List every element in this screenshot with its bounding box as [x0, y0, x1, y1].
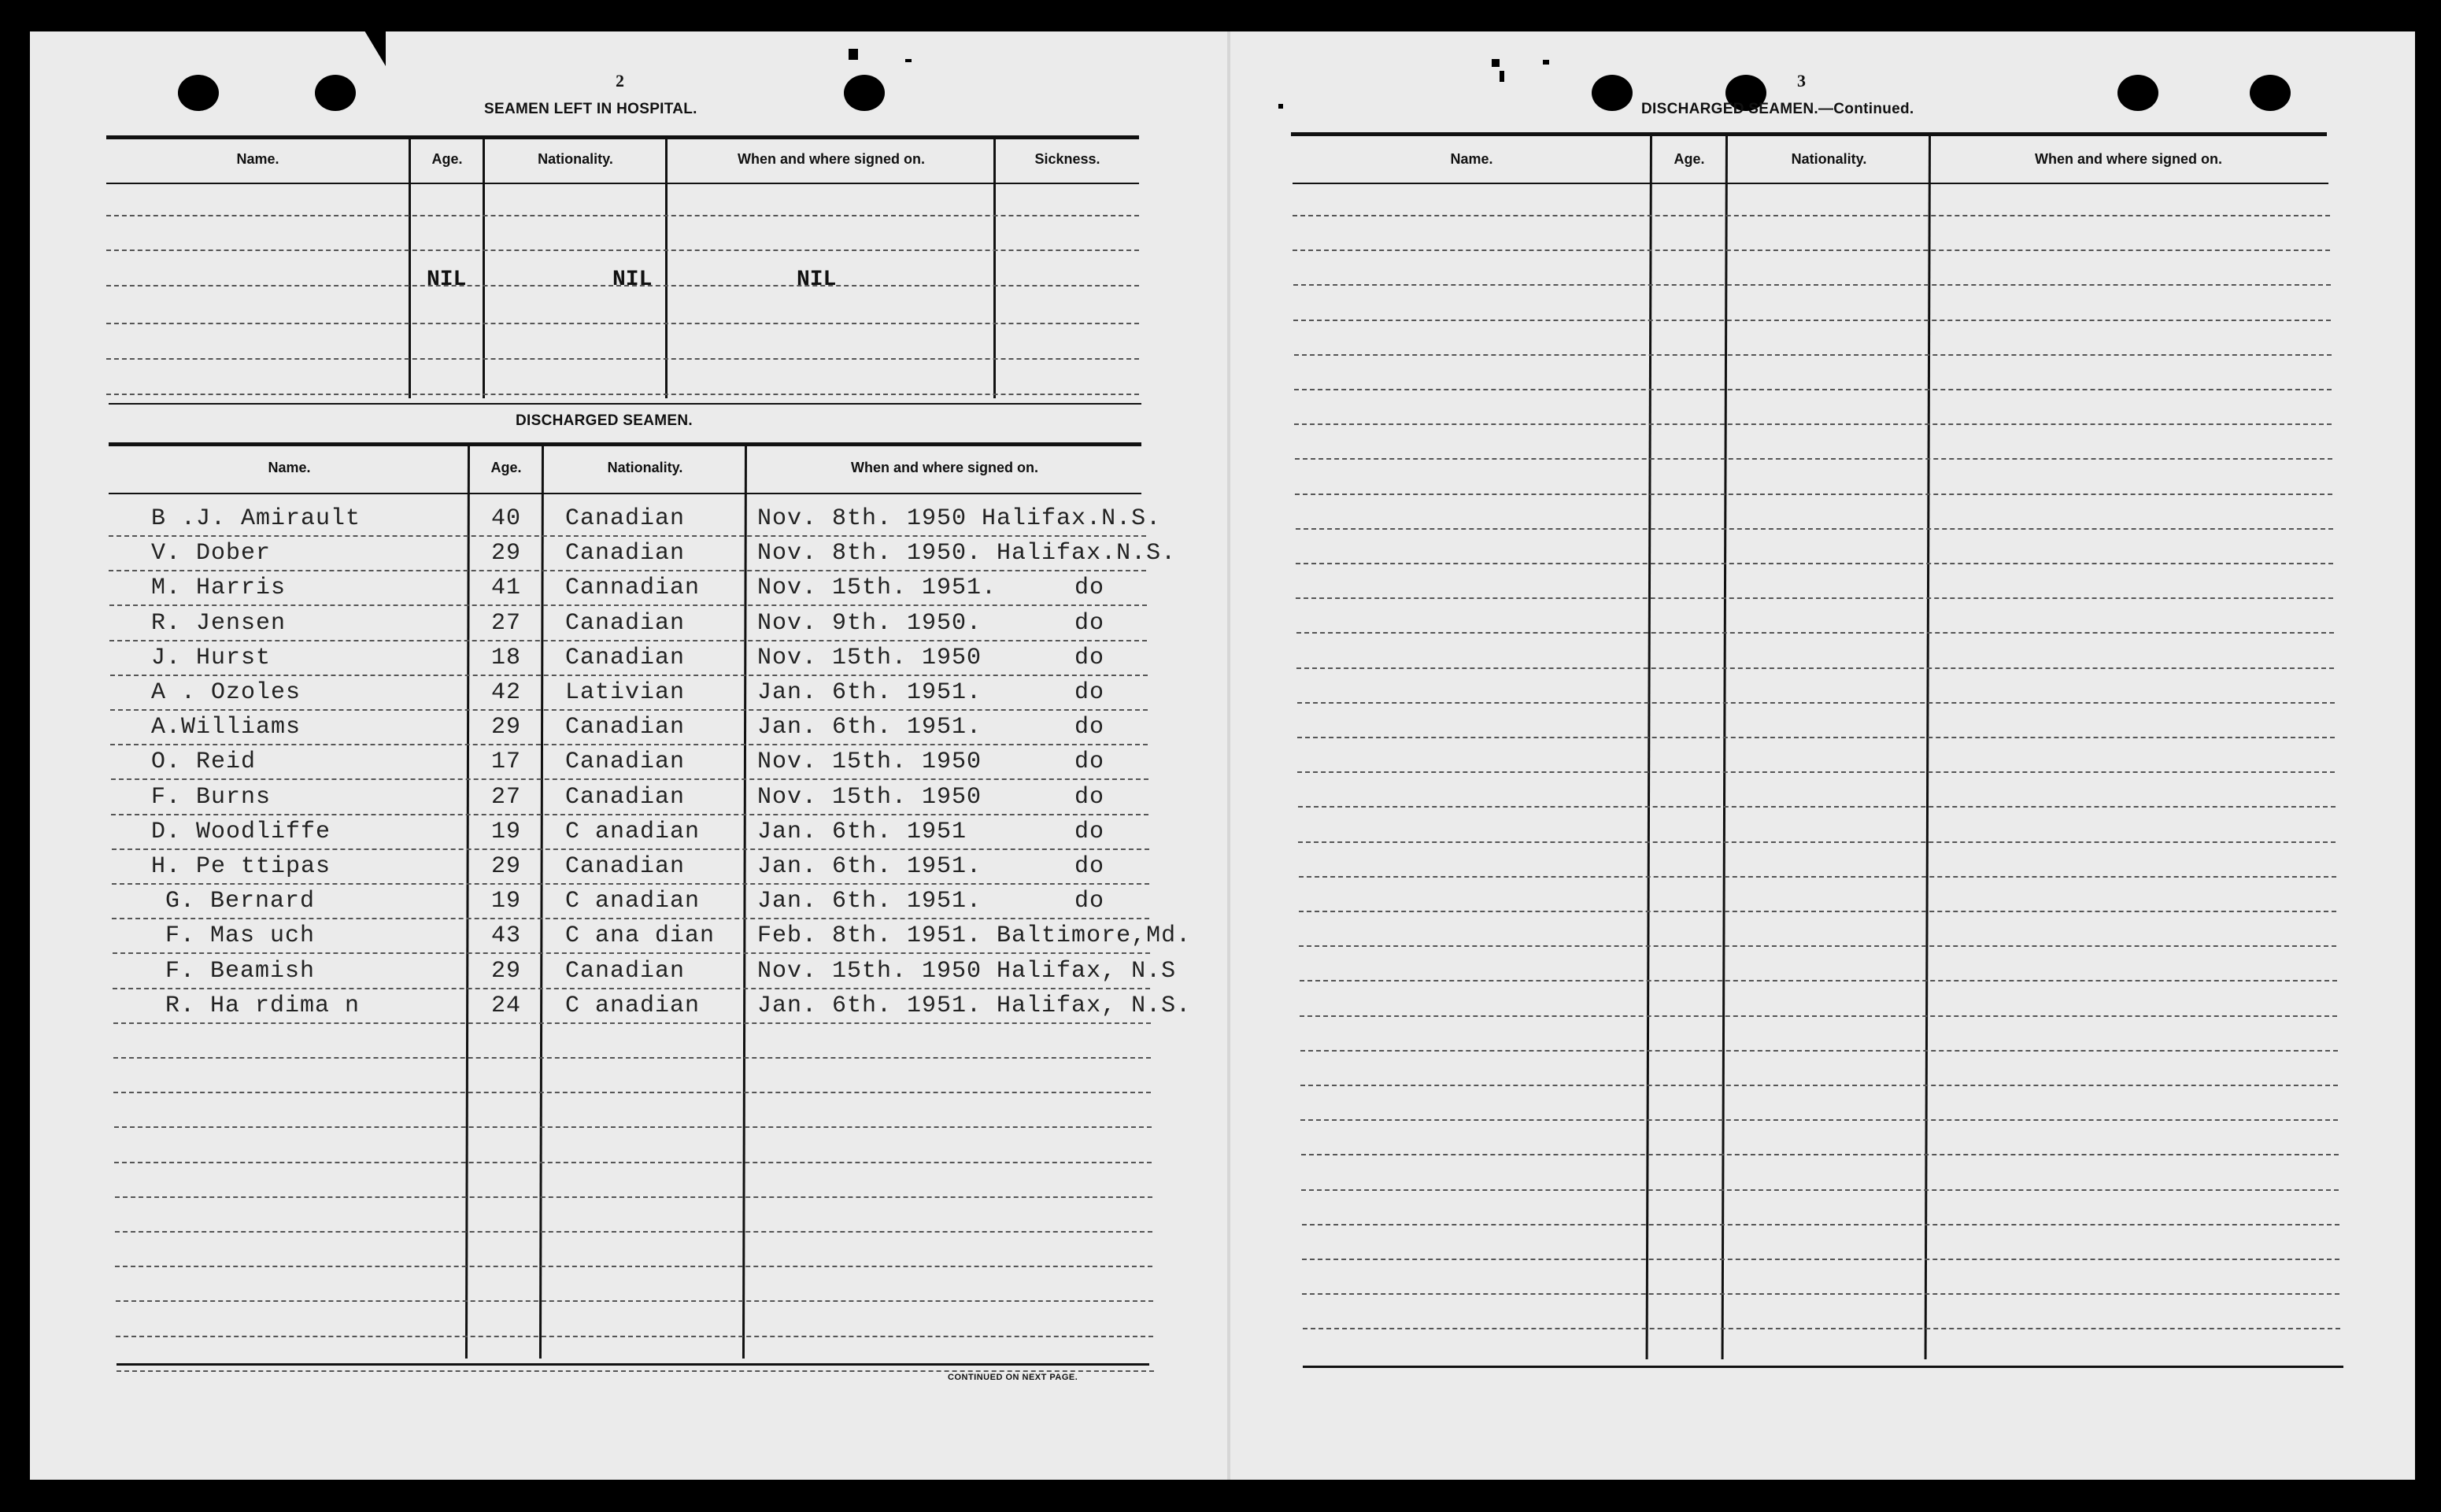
ruled-line: [1299, 911, 2336, 912]
page-fold: [1227, 31, 1230, 1480]
ruled-line: [1301, 1154, 2339, 1155]
seaman-age: 18: [491, 644, 522, 671]
seaman-nationality: C anadian: [565, 888, 701, 915]
seaman-signed-on: Jan. 6th. 1951.: [757, 888, 982, 915]
seaman-name: G. Bernard: [165, 888, 316, 915]
seaman-place-ditto: do: [1074, 575, 1105, 602]
seaman-place-ditto: do: [1074, 609, 1105, 637]
seaman-nationality: Canadian: [565, 505, 686, 532]
seaman-age: 29: [491, 540, 522, 567]
seaman-signed-on: Nov. 9th. 1950.: [757, 609, 982, 637]
ruled-line: [112, 918, 1149, 919]
seaman-age: 19: [491, 818, 522, 845]
discharged-section-title: DISCHARGED SEAMEN.: [516, 412, 693, 429]
ruled-line: [106, 250, 1139, 251]
seaman-name: H. Pe ttipas: [151, 853, 331, 880]
seaman-signed-on: Jan. 6th. 1951: [757, 818, 967, 845]
ruled-line: [1294, 389, 2332, 390]
seaman-name: R. Ha rdima n: [165, 992, 361, 1019]
ruled-line: [1296, 597, 2333, 599]
ruled-line: [116, 1336, 1153, 1337]
ruled-line: [114, 1126, 1152, 1128]
table-top-rule: [106, 135, 1139, 139]
ruled-line: [1299, 945, 2336, 947]
ruled-line: [1296, 632, 2334, 634]
seaman-name: J. Hurst: [151, 644, 272, 671]
ruled-line: [112, 848, 1149, 850]
header-underline: [106, 183, 1139, 184]
ink-speck: [1543, 60, 1549, 65]
seaman-signed-on: Nov. 15th. 1950 Halifax, N.S: [757, 957, 1177, 985]
ink-speck: [1500, 71, 1504, 82]
continued-note: CONTINUED ON NEXT PAGE.: [948, 1373, 1078, 1382]
ruled-line: [1297, 702, 2335, 704]
seaman-place-ditto: do: [1074, 853, 1105, 880]
page-number-right: 3: [1797, 71, 1806, 91]
ruled-line: [109, 535, 1146, 537]
seaman-name: R. Jensen: [151, 609, 287, 637]
ruled-line: [1300, 1015, 2337, 1017]
ruled-line: [1302, 1224, 2339, 1225]
ruled-line: [113, 1092, 1151, 1093]
seaman-place-ditto: do: [1074, 783, 1105, 811]
table-top-rule: [1291, 132, 2327, 136]
seaman-signed-on: Jan. 6th. 1951.: [757, 679, 982, 706]
table-bottom-rule: [117, 1363, 1149, 1366]
table-bottom-rule: [1303, 1366, 2343, 1368]
header-underline: [1293, 183, 2328, 184]
ruled-line: [1301, 1189, 2339, 1191]
hospital-col-age: Age.: [431, 151, 463, 167]
hospital-col-nationality: Nationality.: [538, 151, 613, 167]
punch-hole: [2117, 75, 2158, 111]
seaman-name: A.Williams: [151, 714, 301, 741]
discharged-col-signed-on: When and where signed on.: [850, 460, 1039, 475]
punch-hole: [2250, 75, 2291, 111]
page-number-left: 2: [616, 71, 624, 91]
punch-hole: [178, 75, 219, 111]
ruled-line: [1302, 1293, 2339, 1295]
seaman-nationality: Canadian: [565, 749, 686, 776]
ruled-line: [1294, 354, 2332, 356]
hospital-col-name: Name.: [236, 151, 279, 167]
ruled-line: [1293, 215, 2330, 216]
seaman-nationality: Canadian: [565, 540, 686, 567]
ruled-line: [1300, 1050, 2338, 1052]
seaman-place-ditto: do: [1074, 888, 1105, 915]
seaman-age: 19: [491, 888, 522, 915]
ruled-line: [110, 744, 1148, 745]
ruled-line: [109, 570, 1146, 571]
ruled-line: [113, 1057, 1151, 1059]
hospital-age-value: NIL: [427, 268, 467, 292]
ruled-line: [1293, 320, 2331, 321]
table-top-rule: [109, 442, 1141, 446]
ruled-line: [111, 814, 1148, 815]
right-col-signed-on: When and where signed on.: [2034, 151, 2223, 167]
document-sheet: [30, 31, 2415, 1480]
seaman-signed-on: Jan. 6th. 1951. Halifax, N.S.: [757, 992, 1192, 1019]
ruled-line: [113, 952, 1150, 954]
seaman-signed-on: Feb. 8th. 1951. Baltimore,Md.: [757, 922, 1192, 950]
ruled-line: [1298, 806, 2336, 808]
ruled-line: [1303, 1328, 2340, 1329]
hospital-signed-on-value: NIL: [797, 268, 837, 292]
discharged-col-name: Name.: [268, 460, 311, 475]
hospital-nationality-value: NIL: [612, 268, 653, 292]
ruled-line: [116, 1300, 1153, 1302]
discharged-col-age: Age.: [490, 460, 522, 475]
seaman-age: 29: [491, 853, 522, 880]
seaman-place-ditto: do: [1074, 644, 1105, 671]
hospital-col-signed-on: When and where signed on.: [737, 151, 926, 167]
ruled-line: [112, 883, 1149, 885]
seaman-name: F. Mas uch: [165, 922, 316, 950]
ruled-line: [106, 394, 1139, 395]
ruled-line: [117, 1370, 1154, 1372]
ruled-line: [1297, 737, 2335, 738]
seaman-age: 27: [491, 783, 522, 811]
seaman-signed-on: Nov. 8th. 1950. Halifax.N.S.: [757, 540, 1177, 567]
ink-speck: [905, 59, 912, 62]
punch-hole: [1592, 75, 1633, 111]
ruled-line: [106, 215, 1139, 216]
seaman-age: 41: [491, 575, 522, 602]
ruled-line: [1300, 980, 2337, 982]
seaman-nationality: Canadian: [565, 853, 686, 880]
ink-speck: [1278, 104, 1283, 109]
seaman-nationality: C anadian: [565, 992, 701, 1019]
right-col-name: Name.: [1450, 151, 1493, 167]
seaman-age: 29: [491, 714, 522, 741]
ruled-line: [114, 1162, 1152, 1163]
seaman-nationality: C anadian: [565, 818, 701, 845]
seaman-place-ditto: do: [1074, 749, 1105, 776]
seaman-name: O. Reid: [151, 749, 257, 776]
ruled-line: [113, 1022, 1151, 1024]
ruled-line: [1293, 284, 2331, 286]
ruled-line: [1296, 563, 2333, 564]
seaman-signed-on: Nov. 8th. 1950 Halifax.N.S.: [757, 505, 1162, 532]
ruled-line: [109, 604, 1147, 606]
right-col-nationality: Nationality.: [1791, 151, 1867, 167]
seaman-name: A . Ozoles: [151, 679, 301, 706]
seaman-nationality: Canadian: [565, 609, 686, 637]
ruled-line: [1294, 423, 2332, 425]
seaman-name: D. Woodliffe: [151, 818, 331, 845]
seaman-nationality: Lativian: [565, 679, 686, 706]
ruled-line: [106, 358, 1139, 360]
seaman-age: 42: [491, 679, 522, 706]
seaman-name: M. Harris: [151, 575, 287, 602]
seaman-nationality: Canadian: [565, 957, 686, 985]
ruled-line: [115, 1196, 1152, 1198]
header-underline: [109, 493, 1141, 494]
ruled-line: [1300, 1085, 2338, 1086]
seaman-age: 29: [491, 957, 522, 985]
seaman-nationality: Canadian: [565, 783, 686, 811]
ruled-line: [110, 709, 1148, 711]
ruled-line: [110, 675, 1148, 676]
seaman-signed-on: Jan. 6th. 1951.: [757, 714, 982, 741]
seaman-place-ditto: do: [1074, 818, 1105, 845]
ruled-line: [113, 988, 1150, 989]
section-divider: [109, 403, 1141, 405]
punch-hole: [315, 75, 356, 111]
seaman-signed-on: Jan. 6th. 1951.: [757, 853, 982, 880]
ruled-line: [109, 640, 1147, 641]
seaman-name: B .J. Amirault: [151, 505, 361, 532]
ruled-line: [1293, 250, 2330, 251]
seaman-place-ditto: do: [1074, 679, 1105, 706]
seaman-name: V. Dober: [151, 540, 272, 567]
seaman-name: F. Burns: [151, 783, 272, 811]
ruled-line: [1296, 528, 2333, 530]
ruled-line: [1300, 1119, 2338, 1121]
right-section-title: DISCHARGED SEAMEN.—Continued.: [1641, 101, 1914, 117]
ruled-line: [1297, 771, 2335, 773]
ruled-line: [1296, 667, 2334, 669]
seaman-age: 27: [491, 609, 522, 637]
seaman-signed-on: Nov. 15th. 1951.: [757, 575, 997, 602]
seaman-signed-on: Nov. 15th. 1950: [757, 783, 982, 811]
ink-speck: [1492, 59, 1500, 67]
seaman-age: 17: [491, 749, 522, 776]
hospital-section-title: SEAMEN LEFT IN HOSPITAL.: [484, 101, 697, 117]
right-col-age: Age.: [1674, 151, 1705, 167]
discharged-col-nationality: Nationality.: [607, 460, 683, 475]
ruled-line: [115, 1231, 1152, 1233]
seaman-name: F. Beamish: [165, 957, 316, 985]
seaman-nationality: Canadian: [565, 644, 686, 671]
ruled-line: [1299, 876, 2336, 878]
seaman-nationality: C ana dian: [565, 922, 716, 950]
seaman-nationality: Cannadian: [565, 575, 701, 602]
seaman-age: 40: [491, 505, 522, 532]
seaman-place-ditto: do: [1074, 714, 1105, 741]
seaman-signed-on: Nov. 15th. 1950: [757, 644, 982, 671]
hospital-col-sickness: Sickness.: [1034, 151, 1100, 167]
ruled-line: [1298, 841, 2336, 843]
ruled-line: [1295, 494, 2332, 495]
ruled-line: [115, 1266, 1152, 1267]
ruled-line: [111, 778, 1148, 780]
seaman-age: 43: [491, 922, 522, 950]
seaman-nationality: Canadian: [565, 714, 686, 741]
seaman-signed-on: Nov. 15th. 1950: [757, 749, 982, 776]
punch-hole: [844, 75, 885, 111]
ruled-line: [1295, 458, 2332, 460]
ruled-line: [1302, 1259, 2339, 1260]
ink-speck: [849, 49, 858, 60]
seaman-age: 24: [491, 992, 522, 1019]
torn-corner: [362, 27, 386, 66]
ruled-line: [106, 323, 1139, 324]
